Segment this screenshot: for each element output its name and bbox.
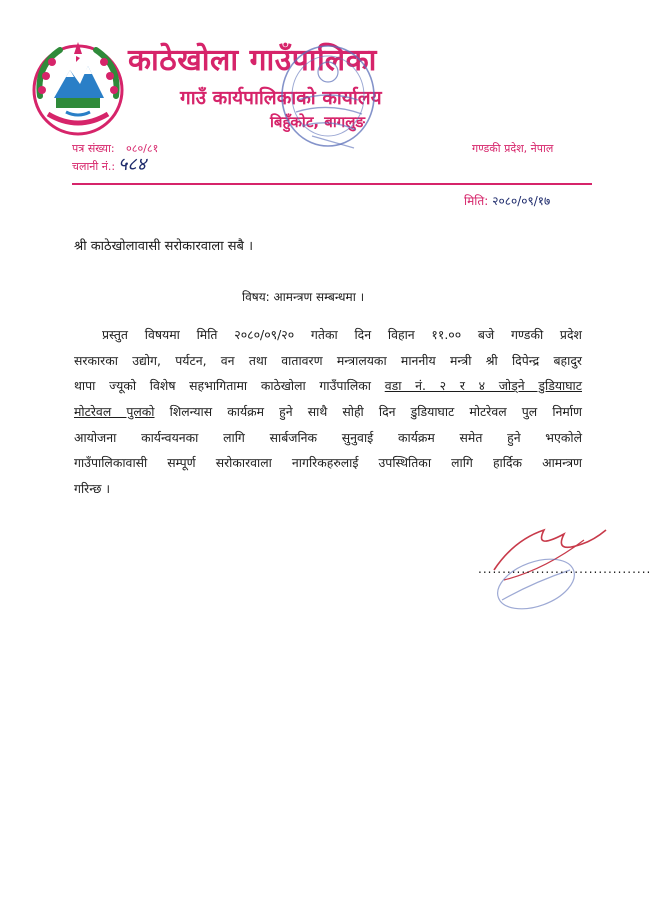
patra-sankhya-value: ०८०/८१ [126, 142, 159, 155]
chalani-value: ५८४ [118, 154, 147, 175]
province-label: गण्डकी प्रदेश, नेपाल [472, 142, 554, 155]
underlined-ward-text: वडा नं. २ र ४ जोड्ने डुडियाघाट [384, 378, 582, 394]
office-seal-stamp-icon [272, 38, 390, 162]
municipality-name: काठेखोला गाउँपालिका [128, 43, 377, 78]
letter-body [74, 322, 582, 502]
body-line: गरिन्छ । [74, 481, 111, 497]
body-text: शिलन्यास कार्यक्रम हुने साथै सोही दिन डुडियाघाट मोटरेवल पुल निर्माण [154, 404, 582, 420]
header-divider [72, 183, 592, 185]
body-text: थापा ज्यूको विशेष सहभागितामा काठेखोला गाउँपालिका [74, 378, 385, 394]
date-value: २०८०/०९/१७ [492, 194, 551, 208]
date-label: मिति: [464, 194, 489, 208]
date-line [464, 192, 550, 209]
office-address: बिहुँकोट, बागलुङ [270, 113, 365, 131]
body-line: गाउँपालिकावासी सम्पूर्ण सरोकारवाला नागरिकहरुलाई उपस्थितिका लागि हार्दिक आमन्त्रण [74, 455, 582, 471]
body-line: आयोजना कार्यन्वयनका लागि सार्बजनिक सुनुवाई कार्यक्रम समेत हुने भएकोले [74, 429, 582, 445]
office-name: गाउँ कार्यपालिकाको कार्यालय [180, 87, 382, 109]
signature-dotted-line: .................................... [478, 562, 652, 576]
letter-recipient: श्री काठेखोलावासी सरोकारवाला सबै । [74, 239, 253, 254]
patra-sankhya-label: पत्र संख्या: [72, 142, 115, 155]
body-line: प्रस्तुत विषयमा मिति २०८०/०९/२० गतेका दिन विहान ११.०० बजे गण्डकी प्रदेश [102, 327, 582, 342]
handwritten-signature-icon [474, 500, 624, 610]
body-line [74, 399, 582, 425]
body-line: सरकारका उद्योग, पर्यटन, वन तथा वातावरण मन्त्रालयका माननीय मन्त्री श्री दिपेन्द्र बहादुर [74, 352, 582, 368]
letter-subject: विषय: आमन्त्रण सम्बन्धमा । [242, 290, 365, 304]
chalani-label: चलानी नं.: [72, 160, 116, 173]
underlined-bridge-text: मोटरेवल पुलको [74, 404, 155, 420]
nepal-emblem-icon [26, 36, 130, 140]
body-line [74, 373, 582, 399]
